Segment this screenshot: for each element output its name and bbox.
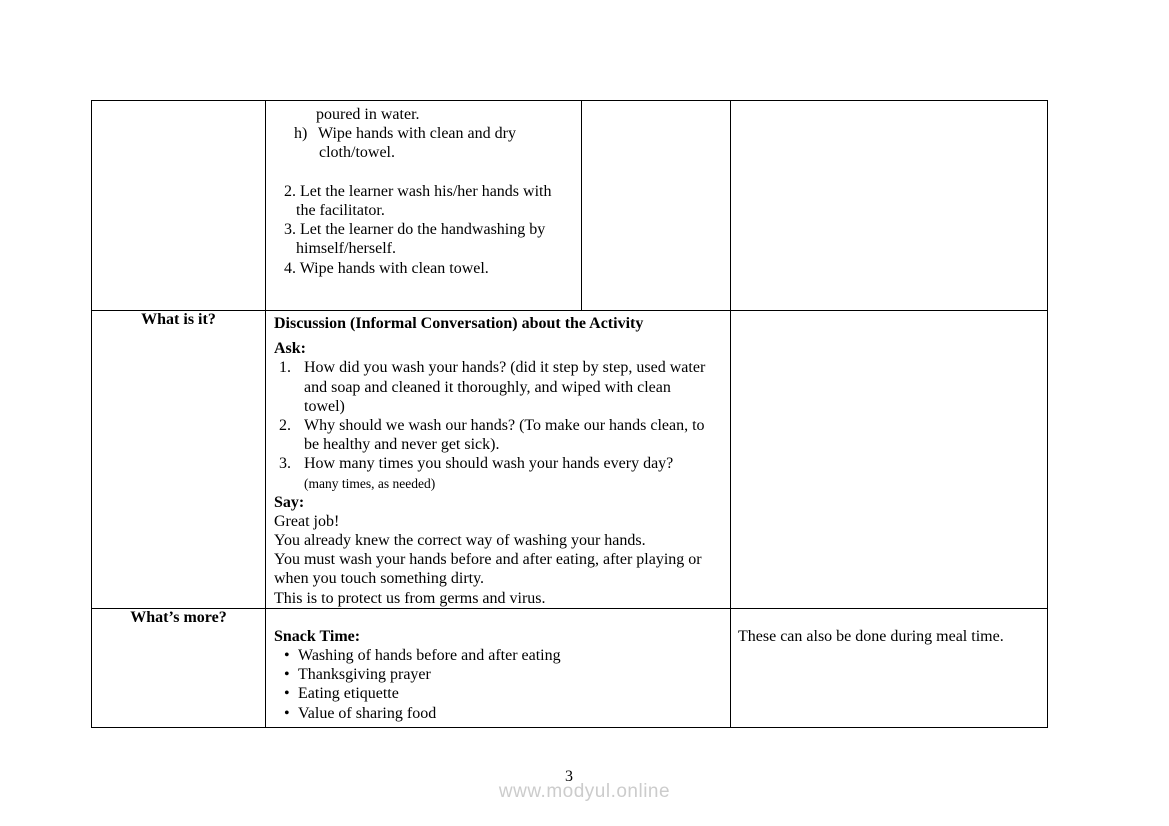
facilitator-note: These can also be done during meal time.	[738, 627, 1004, 645]
row3-label-cell	[92, 608, 266, 727]
ask-label: Ask:	[274, 340, 307, 358]
bullet-icon: •	[284, 685, 290, 703]
activity-step-line: 2. Let the learner wash his/her hands with	[284, 182, 552, 200]
bullet-item	[274, 646, 730, 665]
table-row-what-is-it	[92, 311, 1048, 609]
question-text: How did you wash your hands? (did it step by step, used water	[304, 359, 706, 377]
question-text: Why should we wash our hands? (To make our hands clean, to	[304, 416, 705, 434]
say-label: Say:	[274, 493, 305, 511]
section-heading: Discussion (Informal Conversation) about the Activity	[274, 315, 644, 332]
bullet-icon: •	[284, 666, 290, 684]
row1-label-cell	[92, 101, 266, 311]
row1-note-cell	[731, 101, 1048, 311]
row1-content-cell	[266, 101, 582, 311]
activity-step-line: the facilitator.	[296, 201, 385, 219]
bullet-text: Thanksgiving prayer	[298, 666, 431, 684]
bullet-text: Washing of hands before and after eating	[298, 647, 561, 664]
page-number: 3	[565, 768, 573, 785]
row2-label-cell	[92, 311, 266, 609]
bullet-text: Eating etiquette	[298, 685, 399, 703]
activity-step-line: 3. Let the learner do the handwashing by	[284, 221, 546, 239]
say-line: This is to protect us from germs and virus.	[274, 589, 546, 607]
snack-time-section	[266, 609, 730, 723]
discussion-section	[266, 311, 730, 608]
row3-note-cell	[731, 608, 1048, 727]
list-marker: h)	[294, 125, 308, 143]
lesson-plan-table	[91, 100, 1048, 728]
activity-step-line: himself/herself.	[296, 240, 396, 258]
activity-step-line	[274, 124, 581, 143]
activity-step-line: 4. Wipe hands with clean towel.	[284, 259, 489, 277]
question-text: How many times you should wash your hands every day?	[304, 455, 674, 473]
row2-note-cell	[731, 311, 1048, 609]
activity-step-line: cloth/towel.	[319, 144, 395, 162]
list-marker: 2.	[279, 416, 291, 434]
say-line: You already knew the correct way of washing your hands.	[274, 532, 646, 550]
blank-line	[274, 163, 581, 182]
row2-content-cell	[266, 311, 731, 609]
bullet-icon: •	[284, 704, 290, 722]
say-line: Great job!	[274, 512, 340, 530]
list-marker: 1.	[279, 359, 291, 377]
activity-steps	[266, 101, 581, 278]
question-line	[274, 454, 730, 473]
table-row-activity	[92, 101, 1048, 311]
question-line: towel)	[304, 397, 345, 415]
bullet-text: Value of sharing food	[298, 704, 437, 722]
question-line: and soap and cleaned it thoroughly, and wiped with clean	[304, 378, 671, 396]
bullet-item	[274, 665, 730, 684]
bullet-icon: •	[284, 647, 290, 664]
table-row-whats-more	[92, 608, 1048, 727]
section-heading: Snack Time:	[274, 627, 361, 645]
say-line: You must wash your hands before and after eating, after playing or	[274, 551, 702, 569]
row1-empty-cell	[582, 101, 731, 311]
activity-step-text: Wipe hands with clean and dry	[318, 125, 516, 143]
question-line: be healthy and never get sick).	[304, 436, 500, 454]
question-answer-hint: (many times, as needed)	[304, 475, 436, 491]
activity-step-line: poured in water.	[316, 106, 420, 123]
bullet-item	[274, 704, 730, 723]
question-line	[274, 416, 730, 435]
watermark: www.modyul.online	[498, 781, 671, 802]
bullet-item	[274, 684, 730, 703]
row-label: What is it?	[141, 311, 216, 328]
say-line: when you touch something dirty.	[274, 570, 485, 588]
row3-content-cell	[266, 608, 731, 727]
list-marker: 3.	[279, 455, 291, 473]
question-line	[274, 358, 730, 377]
row-label: What’s more?	[130, 608, 227, 626]
